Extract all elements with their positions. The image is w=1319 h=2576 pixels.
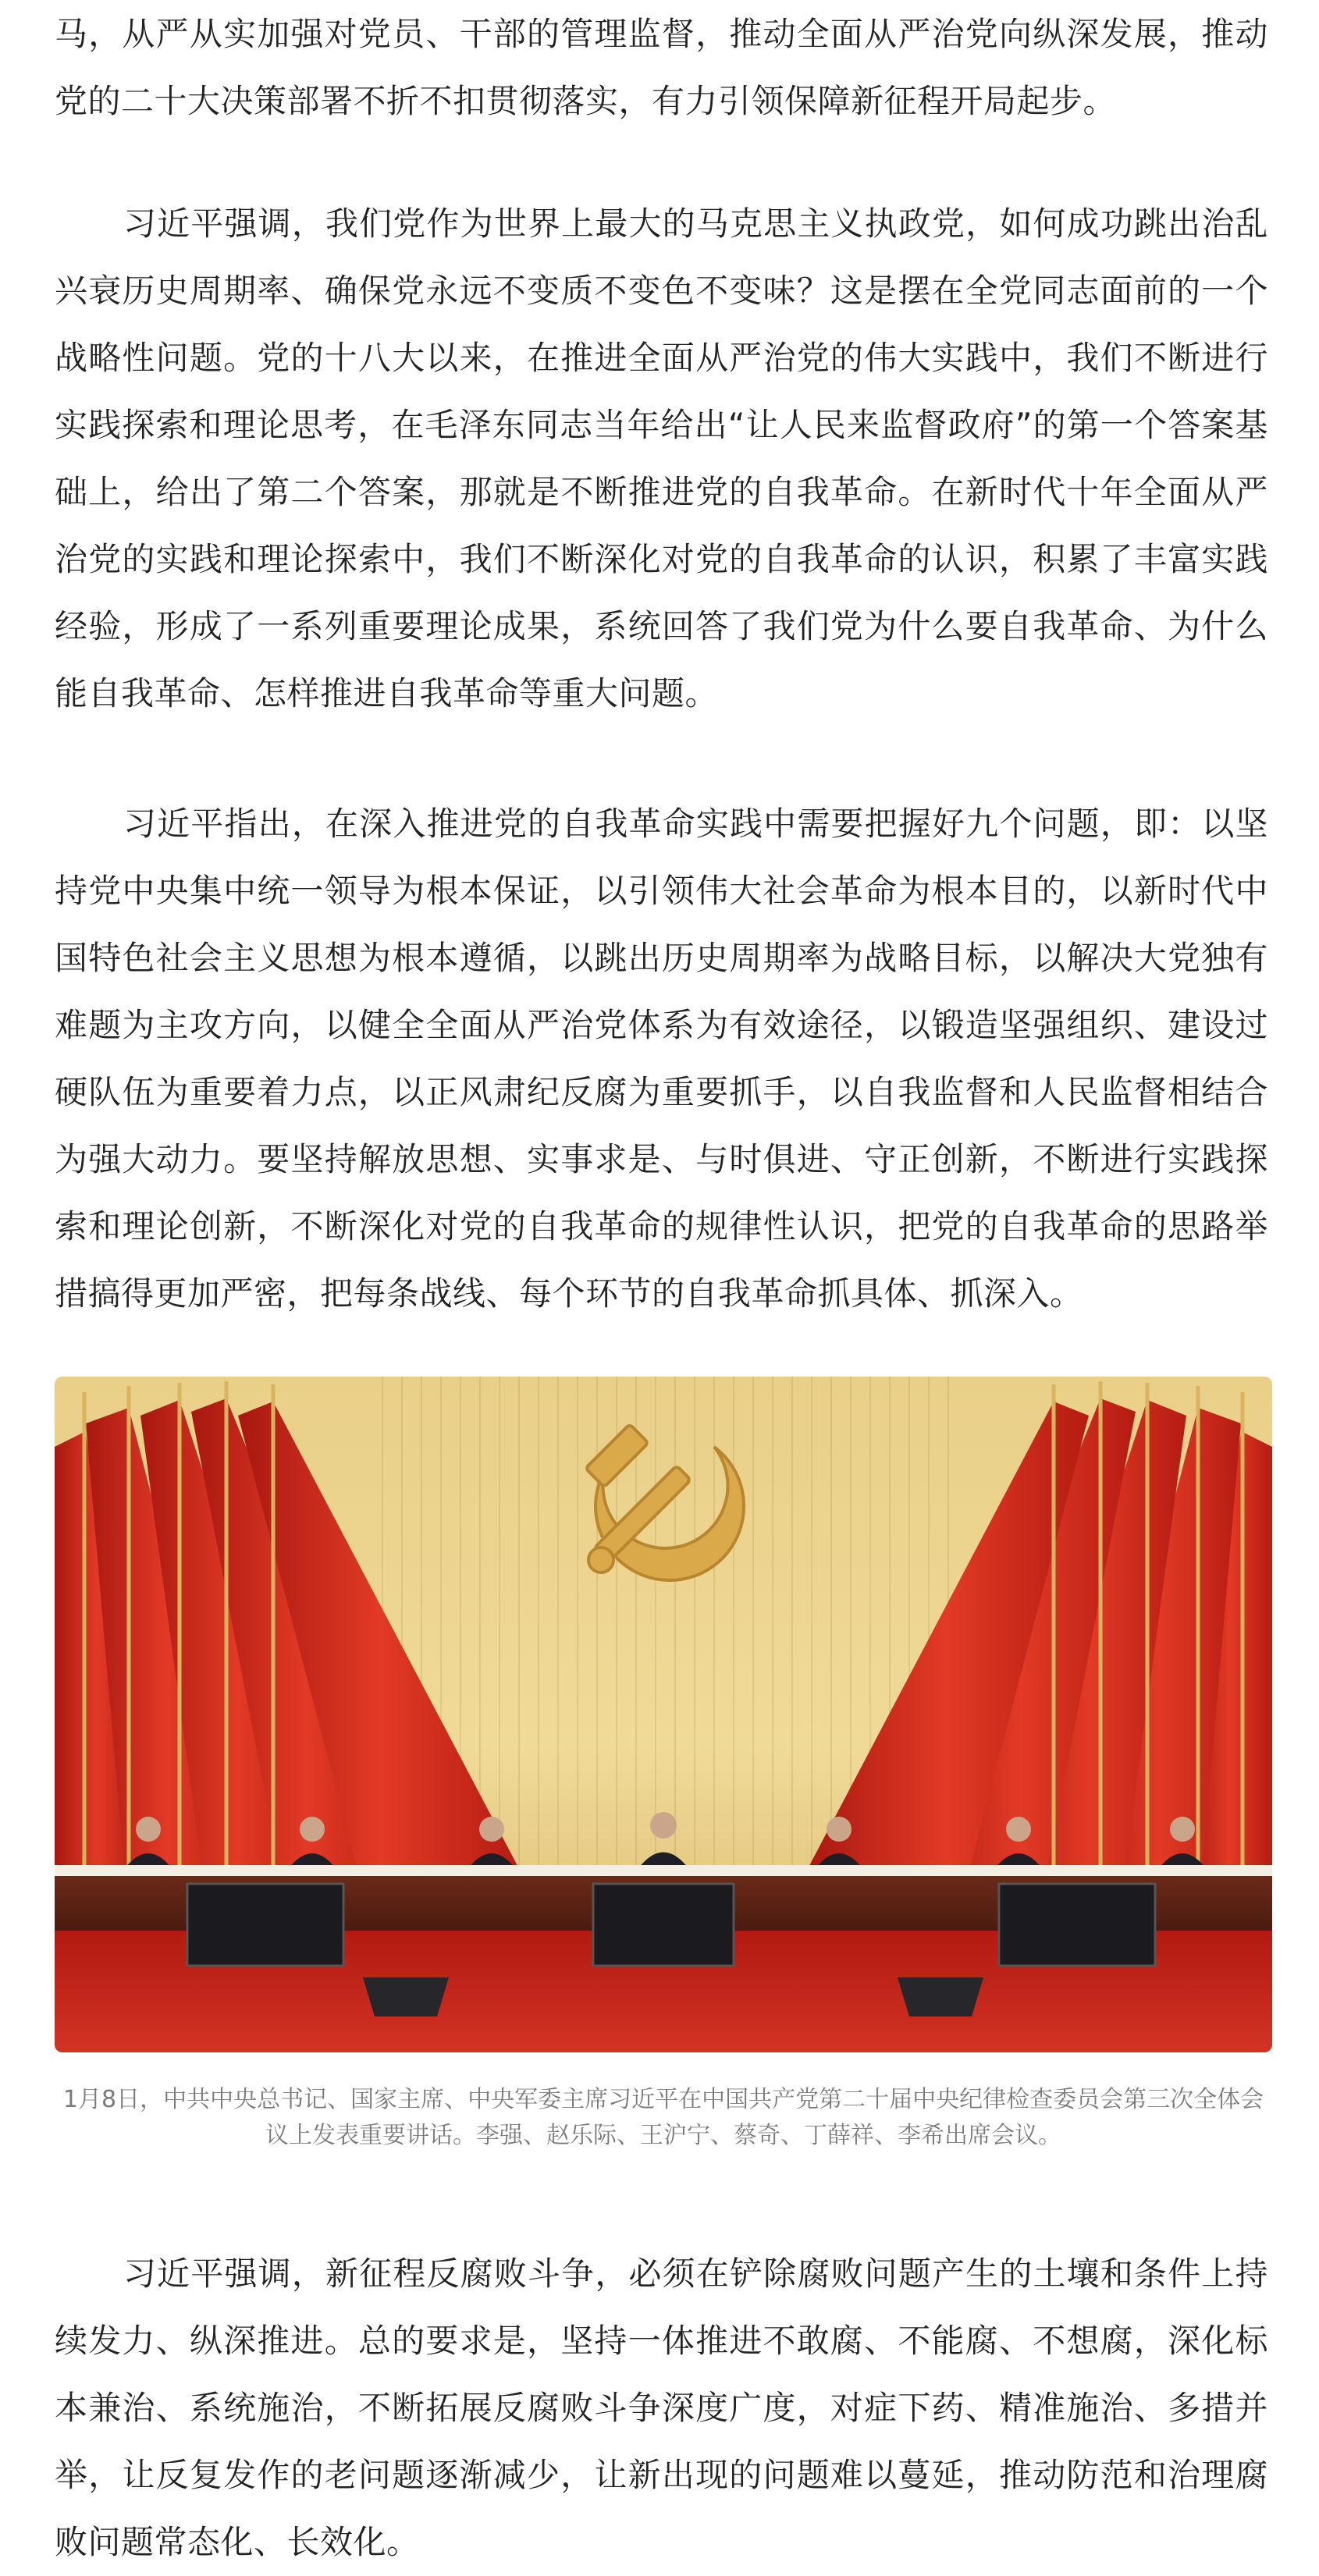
meeting-hall-image (55, 1377, 1272, 2052)
stage-monitors (187, 1884, 1155, 1966)
paragraph: 习近平指出，在深入推进党的自我革命实践中需要把握好九个问题，即：以坚持党中央集中统一领导为根本保证，以引领伟大社会革命为根本目的，以新时代中国特色社会主义思想为根本遵循，以跳出历史周期率为战略目标，以解决大党独有难题为主攻方向，以健全全面从严治党体系为有效途径，以锻造坚强组织、建设过硬队伍为重要着力点，以正风肃纪反腐为重要抓手，以自我监督和人民监督相结合为强大动力。要坚持解放思想、实事求是、与时俱进、守正创新，不断进行实践探索和理论创新，不断深化对党的自我革命的规律性认识，把党的自我革命的思路举措搞得更加严密，把每条战线、每个环节的自我革命抓具体、抓深入。 (55, 805, 1268, 1313)
news-photo (55, 1377, 1272, 2052)
paragraph: 马，从严从实加强对党员、干部的管理监督，推动全面从严治党向纵深发展，推动党的二十大决策部署不折不扣贯彻落实，有力引领保障新征程开局起步。 (55, 15, 1268, 120)
paragraph: 习近平强调，新征程反腐败斗争，必须在铲除腐败问题产生的土壤和条件上持续发力、纵深推进。总的要求是，坚持一体推进不敢腐、不能腐、不想腐，深化标本兼治、系统施治，不断拓展反腐败斗争深度广度，对症下药、精准施治、多措并举，让反复发作的老问题逐渐减少，让新出现的问题难以蔓延，推动防范和治理腐败问题常态化、长效化。 (55, 2254, 1268, 2561)
photo-caption: 1月8日，中共中央总书记、国家主席、中央军委主席习近平在中国共产党第二十届中央纪律检查委员会第三次全体会议上发表重要讲话。李强、赵乐际、王沪宁、蔡奇、丁薛祥、李希出席会议。 (62, 2086, 1264, 2149)
paragraph: 习近平强调，我们党作为世界上最大的马克思主义执政党，如何成功跳出治乱兴衰历史周期率、确保党永远不变质不变色不变味？这是摆在全党同志面前的一个战略性问题。党的十八大以来，在推进全面从严治党的伟大实践中，我们不断进行实践探索和理论思考，在毛泽东同志当年给出“让人民来监督政府”的第一个答案基础上，给出了第二个答案，那就是不断推进党的自我革命。在新时代十年全面从严治党的实践和理论探索中，我们不断深化对党的自我革命的认识，积累了丰富实践经验，形成了一系列重要理论成果，系统回答了我们党为什么要自我革命、为什么能自我革命、怎样推进自我革命等重大问题。 (55, 204, 1268, 712)
